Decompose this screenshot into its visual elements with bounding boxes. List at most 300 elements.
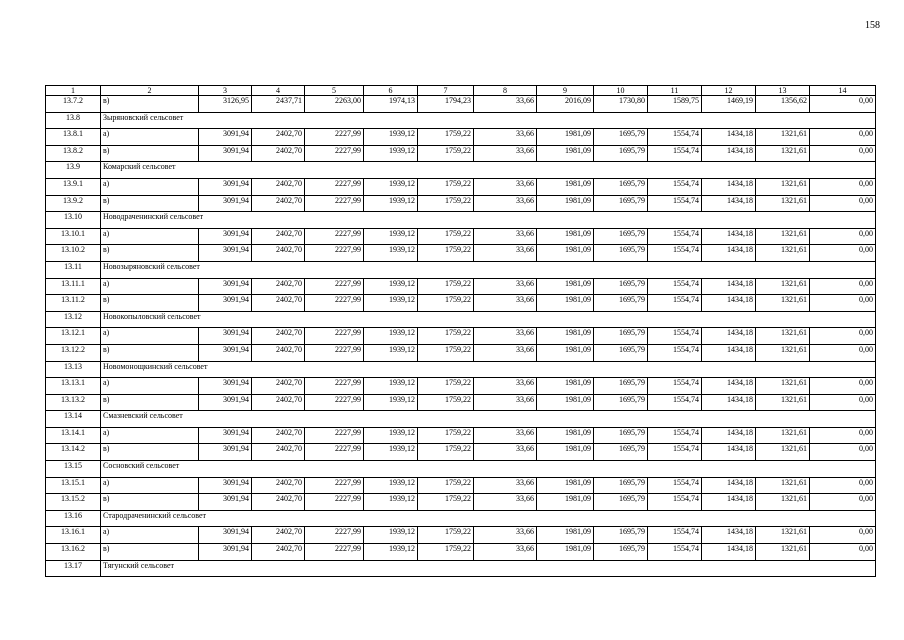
value-cell: 1695,79 [594,427,648,444]
value-cell: 3126,95 [199,96,252,113]
value-cell: 1981,09 [537,245,594,262]
value-cell: 33,66 [474,295,537,312]
value-cell: 3091,94 [199,129,252,146]
row-code: 13.8.2 [46,145,101,162]
value-cell: 1434,18 [702,378,756,395]
value-cell: 0,00 [810,378,876,395]
value-cell: 3091,94 [199,378,252,395]
section-row [46,212,876,229]
value-cell: 1695,79 [594,344,648,361]
value-cell: 2402,70 [252,378,305,395]
value-cell: 2227,99 [305,394,364,411]
value-cell: 1695,79 [594,295,648,312]
section-row [46,261,876,278]
value-cell: 1554,74 [648,378,702,395]
value-cell: 2227,99 [305,228,364,245]
row-code: 13.10.2 [46,245,101,262]
value-cell: 0,00 [810,444,876,461]
row-code: 13.14.2 [46,444,101,461]
row-subitem: а) [101,228,199,245]
section-row [46,361,876,378]
row-code: 13.14.1 [46,427,101,444]
value-cell: 1695,79 [594,145,648,162]
row-code: 13.13.2 [46,394,101,411]
value-cell: 33,66 [474,394,537,411]
value-cell: 1695,79 [594,494,648,511]
value-cell: 1434,18 [702,295,756,312]
row-subitem: в) [101,444,199,461]
value-cell: 2402,70 [252,544,305,561]
value-cell: 1321,61 [756,344,810,361]
table-row [46,278,876,295]
value-cell: 0,00 [810,129,876,146]
value-cell: 1695,79 [594,228,648,245]
row-code: 13.8.1 [46,129,101,146]
value-cell: 1939,12 [364,295,418,312]
value-cell: 0,00 [810,527,876,544]
value-cell: 1939,12 [364,195,418,212]
value-cell: 1695,79 [594,178,648,195]
value-cell: 1794,23 [418,96,474,113]
value-cell: 1939,12 [364,228,418,245]
value-cell: 3091,94 [199,245,252,262]
row-code: 13.12.2 [46,344,101,361]
value-cell: 1759,22 [418,427,474,444]
section-row [46,411,876,428]
value-cell: 1981,09 [537,544,594,561]
value-cell: 1695,79 [594,527,648,544]
value-cell: 2402,70 [252,328,305,345]
section-code: 13.12 [46,311,101,328]
value-cell: 2227,99 [305,427,364,444]
value-cell: 2227,99 [305,444,364,461]
value-cell: 2227,99 [305,378,364,395]
value-cell: 1695,79 [594,129,648,146]
value-cell: 2227,99 [305,527,364,544]
value-cell: 33,66 [474,344,537,361]
table-row [46,527,876,544]
value-cell: 1730,80 [594,96,648,113]
column-number-cell: 14 [810,86,876,96]
value-cell: 1434,18 [702,544,756,561]
row-code: 13.16.1 [46,527,101,544]
value-cell: 2227,99 [305,344,364,361]
value-cell: 1759,22 [418,477,474,494]
value-cell: 1434,18 [702,427,756,444]
value-cell: 33,66 [474,178,537,195]
value-cell: 1939,12 [364,344,418,361]
value-cell: 1695,79 [594,544,648,561]
value-cell: 1939,12 [364,278,418,295]
section-name: Комарский сельсовет [101,162,876,179]
value-cell: 0,00 [810,295,876,312]
value-cell: 33,66 [474,278,537,295]
value-cell: 1554,74 [648,527,702,544]
value-cell: 2402,70 [252,129,305,146]
value-cell: 1981,09 [537,228,594,245]
column-number-cell: 2 [101,86,199,96]
value-cell: 3091,94 [199,278,252,295]
value-cell: 1759,22 [418,444,474,461]
value-cell: 1434,18 [702,245,756,262]
value-cell: 1434,18 [702,228,756,245]
section-row [46,162,876,179]
column-number-row [46,86,876,96]
value-cell: 33,66 [474,328,537,345]
value-cell: 1554,74 [648,178,702,195]
section-row [46,461,876,478]
value-cell: 2402,70 [252,245,305,262]
value-cell: 1759,22 [418,295,474,312]
section-row [46,560,876,577]
value-cell: 1939,12 [364,444,418,461]
value-cell: 2402,70 [252,145,305,162]
section-code: 13.15 [46,461,101,478]
value-cell: 3091,94 [199,295,252,312]
value-cell: 2402,70 [252,394,305,411]
value-cell: 1434,18 [702,344,756,361]
value-cell: 2227,99 [305,328,364,345]
value-cell: 3091,94 [199,178,252,195]
value-cell: 1981,09 [537,178,594,195]
section-name: Новомонощкинский сельсовет [101,361,876,378]
value-cell: 1554,74 [648,245,702,262]
row-code: 13.7.2 [46,96,101,113]
value-cell: 0,00 [810,494,876,511]
value-cell: 1759,22 [418,527,474,544]
table-row [46,328,876,345]
value-cell: 33,66 [474,195,537,212]
value-cell: 1981,09 [537,444,594,461]
value-cell: 1321,61 [756,477,810,494]
row-subitem: в) [101,494,199,511]
value-cell: 3091,94 [199,344,252,361]
page-number: 158 [865,20,880,31]
table-row [46,427,876,444]
value-cell: 1434,18 [702,494,756,511]
value-cell: 3091,94 [199,477,252,494]
value-cell: 2402,70 [252,427,305,444]
value-cell: 2227,99 [305,178,364,195]
value-cell: 3091,94 [199,544,252,561]
value-cell: 33,66 [474,427,537,444]
column-number-cell: 7 [418,86,474,96]
value-cell: 2402,70 [252,477,305,494]
section-name: Новокопыловский сельсовет [101,311,876,328]
table-row [46,494,876,511]
column-number-cell: 9 [537,86,594,96]
table-row [46,295,876,312]
value-cell: 1695,79 [594,195,648,212]
value-cell: 1695,79 [594,328,648,345]
section-name: Новодраченинский сельсовет [101,212,876,229]
value-cell: 1981,09 [537,527,594,544]
value-cell: 0,00 [810,344,876,361]
row-subitem: а) [101,178,199,195]
value-cell: 1554,74 [648,544,702,561]
value-cell: 1939,12 [364,178,418,195]
value-cell: 0,00 [810,394,876,411]
value-cell: 1939,12 [364,494,418,511]
column-number-cell: 6 [364,86,418,96]
row-subitem: а) [101,278,199,295]
value-cell: 2227,99 [305,544,364,561]
section-code: 13.14 [46,411,101,428]
table-body [46,86,876,577]
table-row [46,378,876,395]
section-row [46,112,876,129]
value-cell: 1589,75 [648,96,702,113]
column-number-cell: 8 [474,86,537,96]
value-cell: 0,00 [810,427,876,444]
table-row [46,129,876,146]
column-number-cell: 10 [594,86,648,96]
value-cell: 3091,94 [199,195,252,212]
row-code: 13.9.1 [46,178,101,195]
row-subitem: в) [101,295,199,312]
table-row [46,145,876,162]
section-code: 13.10 [46,212,101,229]
row-subitem: а) [101,129,199,146]
value-cell: 1321,61 [756,328,810,345]
value-cell: 2227,99 [305,245,364,262]
value-cell: 2263,00 [305,96,364,113]
value-cell: 1981,09 [537,129,594,146]
value-cell: 1321,61 [756,494,810,511]
value-cell: 0,00 [810,328,876,345]
value-cell: 0,00 [810,178,876,195]
value-cell: 0,00 [810,544,876,561]
row-subitem: в) [101,145,199,162]
value-cell: 0,00 [810,477,876,494]
value-cell: 1695,79 [594,378,648,395]
value-cell: 1759,22 [418,544,474,561]
value-cell: 3091,94 [199,328,252,345]
column-number-cell: 4 [252,86,305,96]
value-cell: 1759,22 [418,195,474,212]
table-row [46,444,876,461]
table-row [46,344,876,361]
value-cell: 1434,18 [702,145,756,162]
table-row [46,228,876,245]
value-cell: 1759,22 [418,494,474,511]
value-cell: 1695,79 [594,394,648,411]
column-number-cell: 1 [46,86,101,96]
value-cell: 1434,18 [702,477,756,494]
value-cell: 1759,22 [418,245,474,262]
value-cell: 1434,18 [702,178,756,195]
value-cell: 1321,61 [756,444,810,461]
value-cell: 33,66 [474,129,537,146]
row-code: 13.15.1 [46,477,101,494]
value-cell: 1321,61 [756,129,810,146]
value-cell: 1434,18 [702,394,756,411]
value-cell: 1939,12 [364,544,418,561]
row-subitem: в) [101,344,199,361]
value-cell: 2402,70 [252,178,305,195]
section-row [46,311,876,328]
row-subitem: а) [101,378,199,395]
value-cell: 33,66 [474,527,537,544]
value-cell: 1554,74 [648,427,702,444]
row-subitem: а) [101,328,199,345]
column-number-cell: 11 [648,86,702,96]
value-cell: 3091,94 [199,427,252,444]
value-cell: 1939,12 [364,145,418,162]
row-subitem: в) [101,96,199,113]
value-cell: 1554,74 [648,344,702,361]
value-cell: 1695,79 [594,245,648,262]
row-code: 13.12.1 [46,328,101,345]
value-cell: 1554,74 [648,195,702,212]
value-cell: 1981,09 [537,278,594,295]
value-cell: 33,66 [474,494,537,511]
value-cell: 1356,62 [756,96,810,113]
section-code: 13.13 [46,361,101,378]
value-cell: 1759,22 [418,145,474,162]
row-code: 13.9.2 [46,195,101,212]
value-cell: 1321,61 [756,178,810,195]
value-cell: 1759,22 [418,129,474,146]
value-cell: 33,66 [474,444,537,461]
value-cell: 1939,12 [364,328,418,345]
value-cell: 1434,18 [702,195,756,212]
value-cell: 1981,09 [537,494,594,511]
value-cell: 0,00 [810,96,876,113]
value-cell: 1321,61 [756,527,810,544]
value-cell: 1981,09 [537,394,594,411]
value-cell: 2402,70 [252,344,305,361]
table-row [46,544,876,561]
value-cell: 1321,61 [756,295,810,312]
value-cell: 1695,79 [594,477,648,494]
row-subitem: а) [101,477,199,494]
section-code: 13.11 [46,261,101,278]
value-cell: 1554,74 [648,444,702,461]
value-cell: 2227,99 [305,195,364,212]
value-cell: 2016,09 [537,96,594,113]
value-cell: 1434,18 [702,129,756,146]
row-subitem: в) [101,245,199,262]
value-cell: 1981,09 [537,477,594,494]
value-cell: 1759,22 [418,178,474,195]
value-cell: 2402,70 [252,295,305,312]
value-cell: 2227,99 [305,145,364,162]
value-cell: 2227,99 [305,295,364,312]
row-code: 13.11.2 [46,295,101,312]
value-cell: 1759,22 [418,278,474,295]
value-cell: 0,00 [810,145,876,162]
table-row [46,178,876,195]
value-cell: 1981,09 [537,195,594,212]
value-cell: 1321,61 [756,278,810,295]
row-code: 13.10.1 [46,228,101,245]
value-cell: 1321,61 [756,228,810,245]
value-cell: 0,00 [810,228,876,245]
value-cell: 2227,99 [305,494,364,511]
value-cell: 1321,61 [756,378,810,395]
column-number-cell: 5 [305,86,364,96]
value-cell: 1321,61 [756,195,810,212]
value-cell: 1759,22 [418,344,474,361]
value-cell: 1434,18 [702,328,756,345]
section-name: Тягунский сельсовет [101,560,876,577]
value-cell: 1554,74 [648,477,702,494]
table-row [46,195,876,212]
value-cell: 0,00 [810,195,876,212]
value-cell: 0,00 [810,245,876,262]
row-subitem: а) [101,527,199,544]
value-cell: 2227,99 [305,278,364,295]
value-cell: 1554,74 [648,228,702,245]
value-cell: 2402,70 [252,228,305,245]
column-number-cell: 13 [756,86,810,96]
table-row [46,245,876,262]
table-row [46,96,876,113]
value-cell: 1695,79 [594,278,648,295]
value-cell: 1759,22 [418,228,474,245]
value-cell: 1554,74 [648,328,702,345]
value-cell: 1321,61 [756,394,810,411]
value-cell: 33,66 [474,145,537,162]
section-name: Зыряновский сельсовет [101,112,876,129]
value-cell: 1759,22 [418,378,474,395]
row-subitem: в) [101,394,199,411]
value-cell: 3091,94 [199,444,252,461]
value-cell: 1974,13 [364,96,418,113]
value-cell: 33,66 [474,245,537,262]
value-cell: 1939,12 [364,477,418,494]
table-row [46,477,876,494]
value-cell: 1939,12 [364,378,418,395]
value-cell: 2402,70 [252,494,305,511]
value-cell: 1321,61 [756,245,810,262]
value-cell: 3091,94 [199,228,252,245]
value-cell: 1939,12 [364,245,418,262]
value-cell: 33,66 [474,96,537,113]
column-number-cell: 12 [702,86,756,96]
value-cell: 33,66 [474,477,537,494]
value-cell: 1695,79 [594,444,648,461]
value-cell: 1321,61 [756,427,810,444]
value-cell: 1981,09 [537,295,594,312]
value-cell: 1939,12 [364,394,418,411]
row-subitem: а) [101,427,199,444]
value-cell: 1981,09 [537,145,594,162]
value-cell: 1434,18 [702,527,756,544]
value-cell: 1939,12 [364,527,418,544]
value-cell: 1981,09 [537,344,594,361]
value-cell: 2227,99 [305,477,364,494]
value-cell: 1759,22 [418,328,474,345]
value-cell: 1554,74 [648,278,702,295]
row-code: 13.11.1 [46,278,101,295]
value-cell: 1554,74 [648,295,702,312]
section-name: Стародраченинский сельсовет [101,510,876,527]
value-cell: 33,66 [474,544,537,561]
value-cell: 1939,12 [364,129,418,146]
value-cell: 2402,70 [252,527,305,544]
value-cell: 3091,94 [199,145,252,162]
value-cell: 33,66 [474,228,537,245]
value-cell: 3091,94 [199,527,252,544]
value-cell: 1554,74 [648,129,702,146]
value-cell: 2227,99 [305,129,364,146]
value-cell: 1554,74 [648,145,702,162]
row-subitem: в) [101,195,199,212]
value-cell: 1321,61 [756,544,810,561]
value-cell: 1981,09 [537,378,594,395]
